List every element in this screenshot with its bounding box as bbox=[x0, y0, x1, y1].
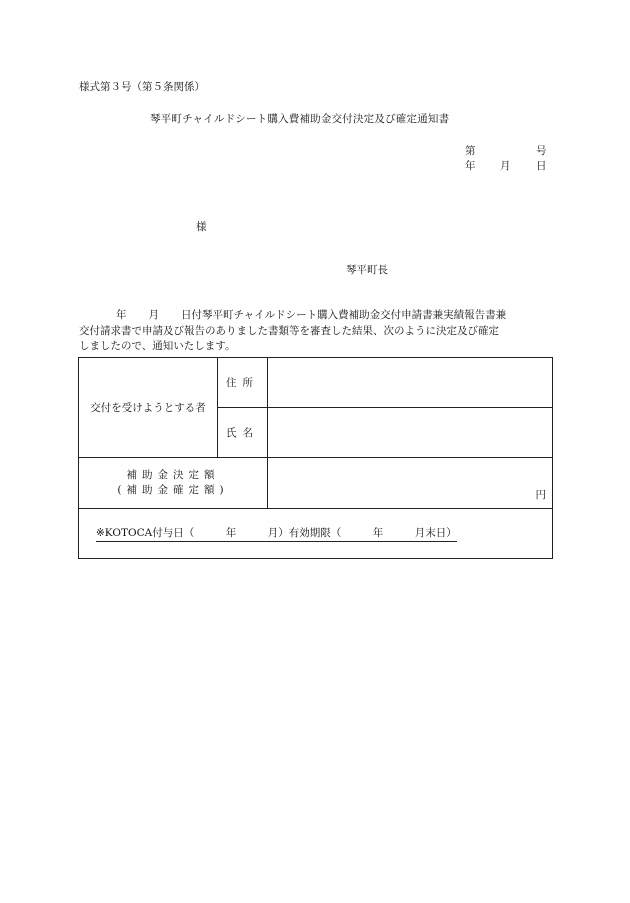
address-label: 住所 bbox=[218, 358, 268, 408]
yen-unit: 円 bbox=[535, 489, 546, 501]
body-line-2: 交付請求書で申請及び報告のありました書類等を審査した結果、次のように決定及び確定 bbox=[79, 324, 499, 337]
issuer-name: 琴平町長 bbox=[346, 264, 388, 276]
body-year-label: 年 bbox=[116, 309, 127, 321]
body-line-1-text: 日付琴平町チャイルドシート購入費補助金交付申請書兼実績報告書兼 bbox=[181, 309, 507, 321]
name-field[interactable] bbox=[268, 408, 553, 458]
date-month-label: 月 bbox=[500, 160, 511, 172]
application-details-table bbox=[78, 357, 553, 559]
notice-body bbox=[79, 308, 555, 355]
address-field[interactable] bbox=[268, 358, 553, 408]
document-title: 琴平町チャイルドシート購入費補助金交付決定及び確定通知書 bbox=[150, 113, 450, 125]
name-label: 氏名 bbox=[218, 408, 268, 458]
document-number-suffix: 号 bbox=[536, 145, 547, 157]
body-month-label: 月 bbox=[148, 309, 159, 321]
date-day-label: 日 bbox=[536, 160, 547, 172]
amount-label bbox=[79, 458, 268, 509]
form-number: 様式第３号（第５条関係） bbox=[79, 81, 205, 93]
kotoca-validity-line: ※KOTOCA付与日（ 年 月）有効期限（ 年 月末日） bbox=[96, 525, 457, 542]
decision-amount-label: 補助金決定額 bbox=[126, 469, 220, 481]
addressee-honorific: 様 bbox=[196, 221, 207, 233]
body-line-1 bbox=[79, 308, 555, 324]
kotoca-row bbox=[79, 509, 553, 559]
body-line-3: しましたので、通知いたします。 bbox=[79, 340, 236, 352]
applicant-label: 交付を受けようとする者 bbox=[79, 358, 218, 458]
date-year-label: 年 bbox=[465, 160, 476, 172]
confirmed-amount-label: (補助金確定額) bbox=[117, 484, 229, 496]
document-number-prefix: 第 bbox=[465, 145, 476, 157]
amount-field[interactable] bbox=[268, 458, 553, 509]
